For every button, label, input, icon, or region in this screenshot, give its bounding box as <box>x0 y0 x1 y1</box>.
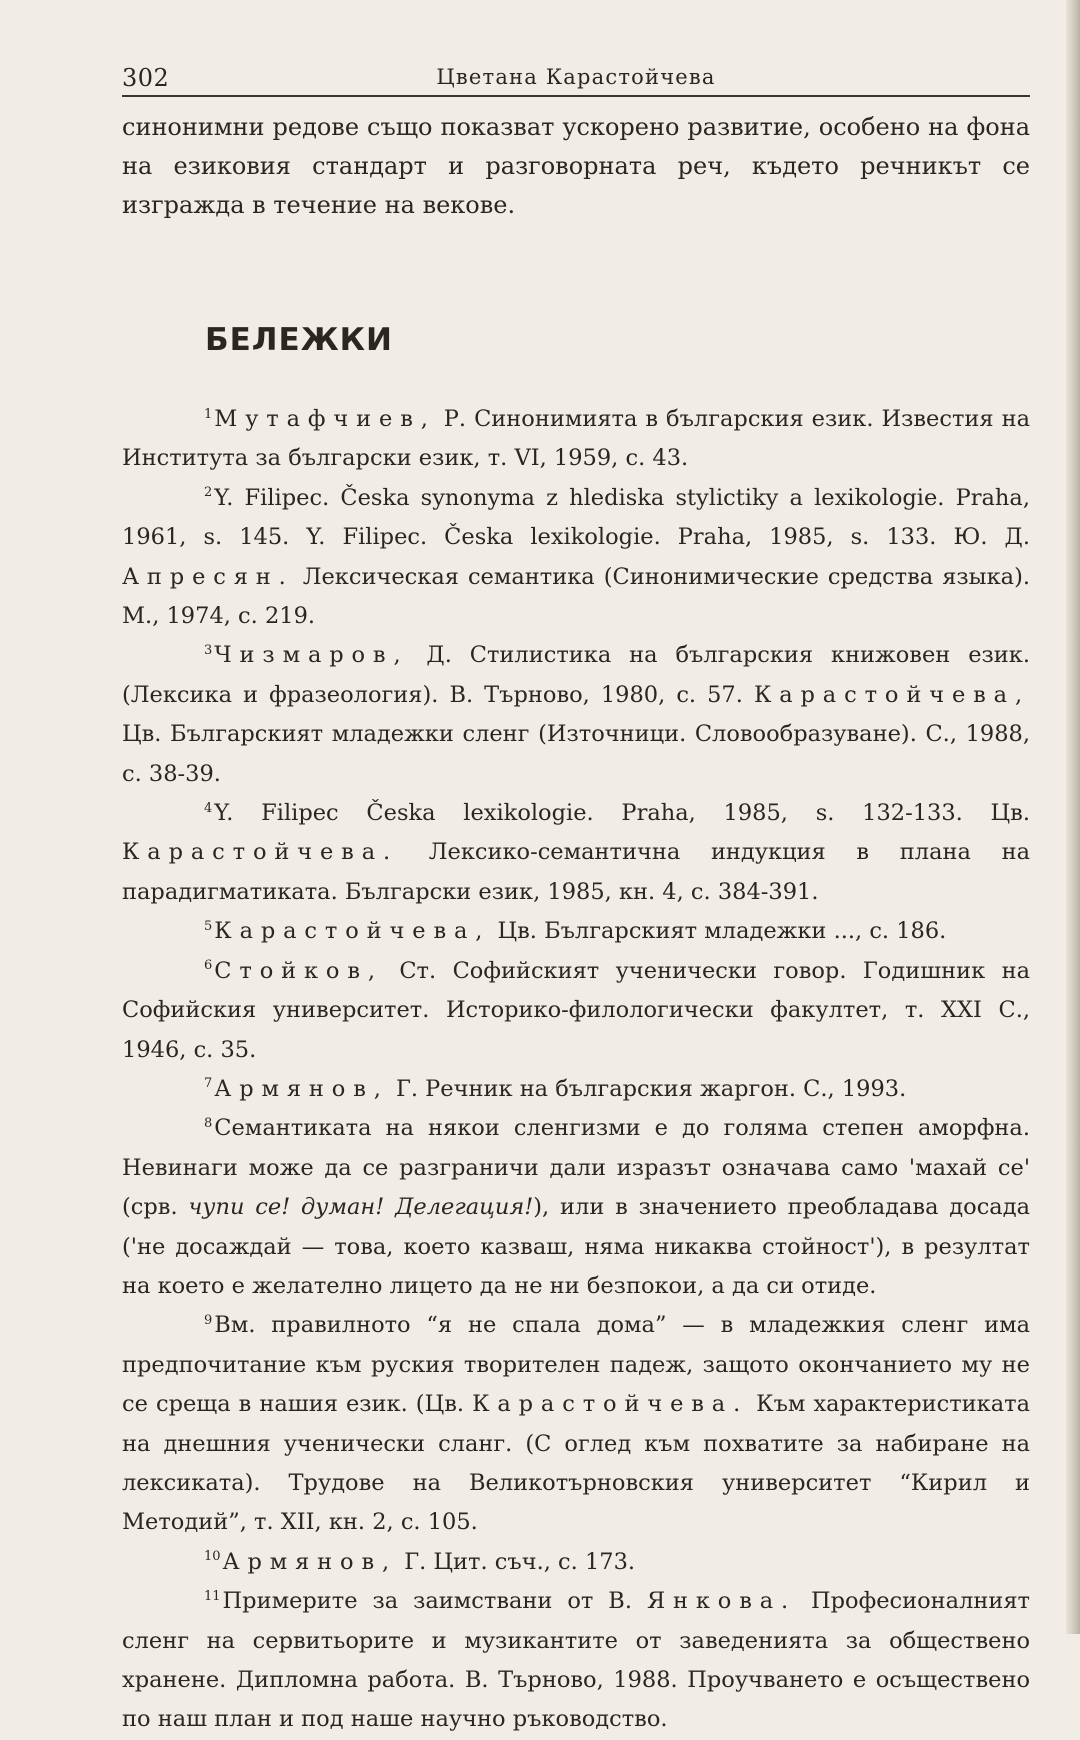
running-header <box>122 62 1030 98</box>
note-number: 8 <box>204 1115 213 1131</box>
note-number: 4 <box>204 800 213 816</box>
note-4 <box>122 794 1030 912</box>
note-author: Армянов, <box>222 1548 398 1575</box>
note-9 <box>122 1306 1030 1542</box>
note-pre: Примерите за заимствани от В. <box>222 1588 647 1615</box>
note-text-2: Цв. Българският младежки сленг (Източници. Словообразуване). С., 1988, с. 38-39. <box>122 721 1030 787</box>
note-text: Професионалният сленг на сервитьорите и музикантите от заведенията за обществено хранене. Дипломна работа. В. Търново, 1988. Проучването е осъществено по наш план и под наше научно ръководство. <box>122 1588 1030 1733</box>
note-8 <box>122 1109 1030 1306</box>
note-text: Д. Стилистика на българския книжовен език. (Лексика и фразеология). В. Търново, 1980, с. 57. <box>122 642 1030 708</box>
note-number: 9 <box>204 1312 213 1328</box>
note-11 <box>122 1582 1030 1740</box>
note-italic: чупи се! думан! Делегация! <box>188 1194 534 1221</box>
note-text: Г. Цит. съч., с. 173. <box>397 1548 636 1575</box>
note-text: Р. Синонимията в българския език. Известия на Института за български език, т. VI, 1959, с. 43. <box>122 406 1030 472</box>
note-author: Карастойчева. <box>472 1391 749 1418</box>
page-edge <box>1066 0 1080 1634</box>
note-2 <box>122 479 1030 637</box>
note-pre: Y. Filipec. Česka synonyma z hlediska stylictiky a lexikologie. Praha, 1961, s. 145. Y. Filipec. Česka lexikologie. Praha, 1985, s. 133. Ю. Д. <box>122 484 1030 551</box>
note-author: Апресян. <box>122 563 294 590</box>
note-number: 6 <box>204 958 213 974</box>
note-text: Ст. Софийският ученически говор. Годишник на Софийския университет. Историко-филологически факултет, т. XXI С., 1946, с. 35. <box>122 957 1030 1063</box>
body-paragraph: синонимни редове също показват ускорено развитие, особено на фона на езиковия стандарт и разговорната реч, където речникът се изгражда в течение на векове. <box>122 113 1030 219</box>
note-number: 1 <box>204 406 213 422</box>
notes-heading: БЕЛЕЖКИ <box>205 322 393 358</box>
note-text: Цв. Българският младежки ..., с. 186. <box>490 918 947 945</box>
note-author: Чизмаров, <box>214 642 409 669</box>
note-author: Стойков, <box>214 957 383 984</box>
running-title: Цветана Карастойчева <box>436 65 716 89</box>
note-text: Към характеристиката на днешния ученически сланг. (С оглед към похватите за набиране на лексиката). Трудове на Великотърновския университет “Кирил и Методий”, т. XII, кн. 2, с. 105. <box>122 1391 1030 1536</box>
note-text: ), или в значението преобладава досада ('не досаждай — това, което казваш, няма никаква стойност'), в резултат на което е желателно лицето да не ни безпокои, а да си отиде. <box>122 1194 1030 1299</box>
note-7 <box>122 1070 1030 1109</box>
note-10 <box>122 1543 1030 1582</box>
note-author-2: Карастойчева, <box>753 681 1030 708</box>
note-author: Янкова. <box>646 1588 797 1615</box>
note-text: Лексико-семантична индукция в плана на парадигматиката. Български език, 1985, кн. 4, с. 384-391. <box>122 839 1030 905</box>
note-number: 3 <box>204 642 213 658</box>
note-number: 7 <box>204 1076 213 1092</box>
header-rule <box>122 95 1030 97</box>
note-1 <box>122 400 1030 479</box>
note-5 <box>122 912 1030 951</box>
note-text: Лексическая семантика (Синонимические средства языка). М., 1974, с. 219. <box>122 563 1030 630</box>
note-pre: Вм. правилното “я не спала дома” — в младежкия сленг има предпочитание към руския творителен падеж, защото окончанието му не се среща в нашия език. (Цв. <box>122 1312 1030 1418</box>
note-text: Г. Речник на българския жаргон. С., 1993. <box>388 1075 907 1102</box>
note-number: 10 <box>204 1549 221 1565</box>
note-number: 11 <box>204 1588 221 1604</box>
note-author: Карастойчева. <box>122 839 399 866</box>
note-6 <box>122 952 1030 1070</box>
notes-list <box>122 400 1030 1740</box>
note-number: 5 <box>204 918 213 934</box>
note-pre: Семантиката на някои сленгизми е до голяма степен аморфна. Невинаги може да се разграничи дали изразът означава само 'махай се' (срв. <box>122 1115 1030 1221</box>
note-3 <box>122 636 1030 794</box>
page-number: 302 <box>122 64 170 92</box>
note-author: Армянов, <box>214 1075 389 1102</box>
note-author: Карастойчева, <box>214 918 491 945</box>
note-pre: Y. Filipec Česka lexikologie. Praha, 1985, s. 132-133. Цв. <box>214 800 1030 827</box>
note-number: 2 <box>204 485 213 501</box>
note-author: Мутафчиев, <box>214 406 436 432</box>
